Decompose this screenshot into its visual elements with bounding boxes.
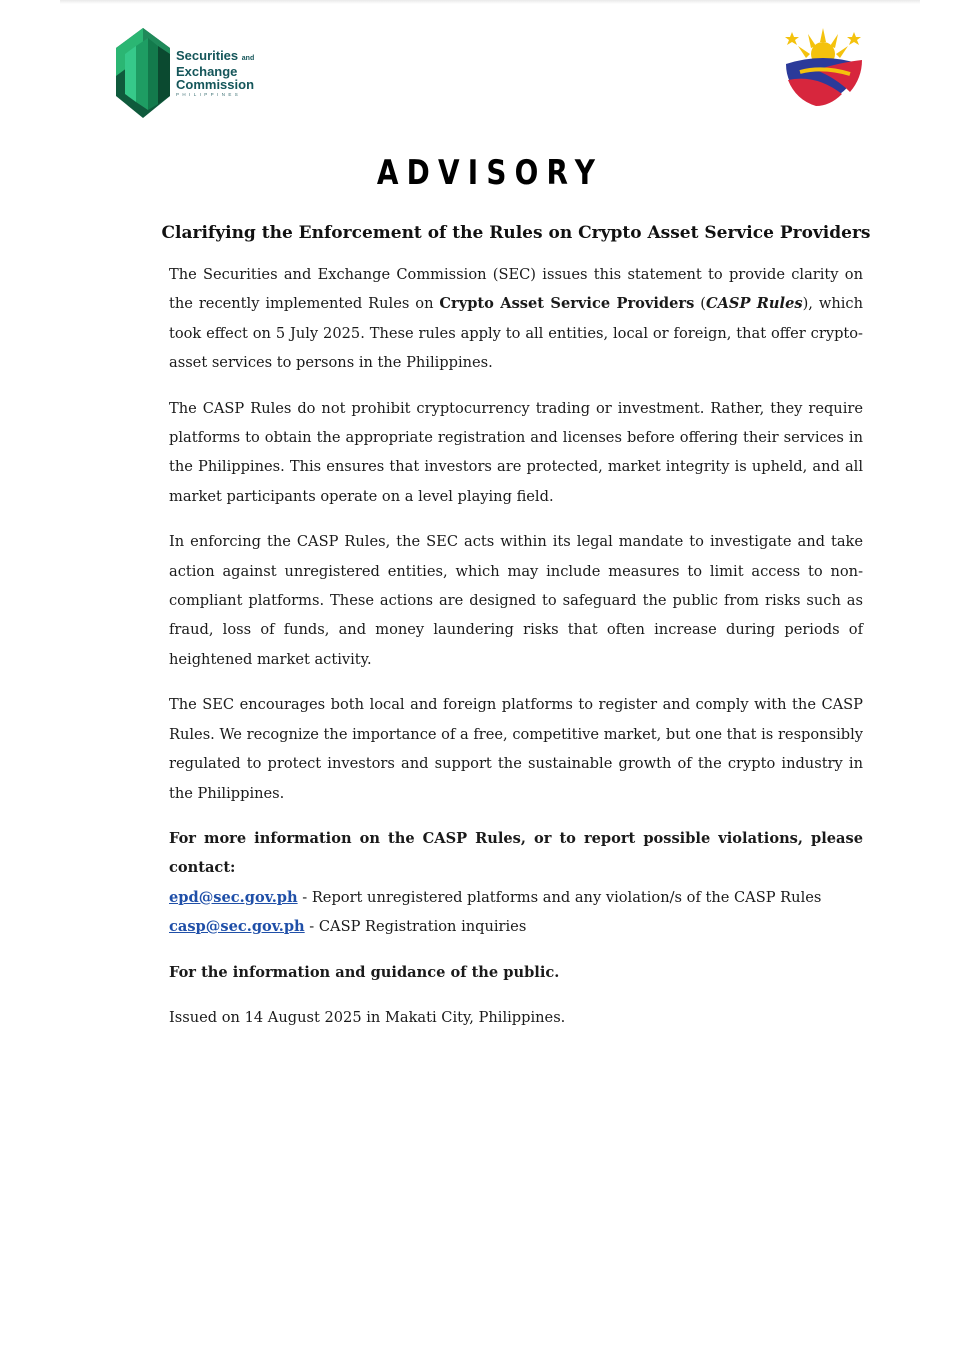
paragraph-3: In enforcing the CASP Rules, the SEC acts within its legal mandate to investigate and take action against unregistered entities, which may include measures to limit access to non-compliant platforms. These actions are designed to safeguard the public from risks such as fraud, loss of funds, and money laundering risks that often increase during periods of heightened market activity. [169,533,863,668]
advisory-subtitle: Clarifying the Enforcement of the Rules on Crypto Asset Service Providers [161,223,871,243]
p1-text-a: The Securities and Exchange Commission (SEC) issues this statement to provide clarity on the recently implemented Rules on [169,266,863,313]
paragraph-1 [169,260,863,378]
p1-bold-italic: CASP Rules [705,295,803,313]
sec-logo-line1: Securities [176,48,239,63]
sec-logo-line3: Commission [176,77,255,92]
guidance-line [169,958,863,987]
sec-emblem-icon [112,26,174,120]
contact-item [169,883,863,912]
page-title: ADVISORY [376,153,604,193]
p1-bold: Crypto Asset Service Providers [439,295,695,313]
contact-item-desc: - Report unregistered platforms and any violation/s of the CASP Rules [297,888,822,906]
advisory-body [169,260,863,1048]
epd-email-link[interactable]: epd@sec.gov.ph [169,888,298,906]
contact-item [169,912,863,941]
paragraph-4: The SEC encourages both local and foreign platforms to register and comply with the CASP Rules. We recognize the importance of a free, competitive market, but one that is responsibly regulated to protect investors and support the sustainable growth of the crypto industry in the Philippines. [169,696,863,802]
page-top-edge [60,0,920,4]
p1-text-b: ( [694,295,706,313]
guidance-text: For the information and guidance of the public. [169,963,560,981]
sec-logo [112,26,272,120]
p1-text-c: ), which took effect on 5 July 2025. These rules apply to all entities, local or foreign, that offer crypto-asset services to persons in the Philippines. [169,295,863,372]
sec-logo-wordmark [176,49,254,99]
issued-line: Issued on 14 August 2025 in Makati City, Philippines. [169,1008,566,1026]
philippine-seal-icon [780,24,866,110]
casp-email-link[interactable]: casp@sec.gov.ph [169,918,305,936]
contact-heading: For more information on the CASP Rules, or to report possible violations, please contact: [169,829,863,877]
sec-logo-line4: PHILIPPINES [176,92,242,97]
sec-logo-line2: Exchange [176,64,238,79]
sec-logo-and: and [241,55,255,62]
paragraph-2: The CASP Rules do not prohibit cryptocurrency trading or investment. Rather, they require platforms to obtain the appropriate registration and licenses before offering their services in the Philippines. This ensures that investors are protected, market integrity is upheld, and all market participants operate on a level playing field. [169,399,863,505]
contact-section [169,824,863,942]
contact-item-desc: - CASP Registration inquiries [304,918,527,936]
